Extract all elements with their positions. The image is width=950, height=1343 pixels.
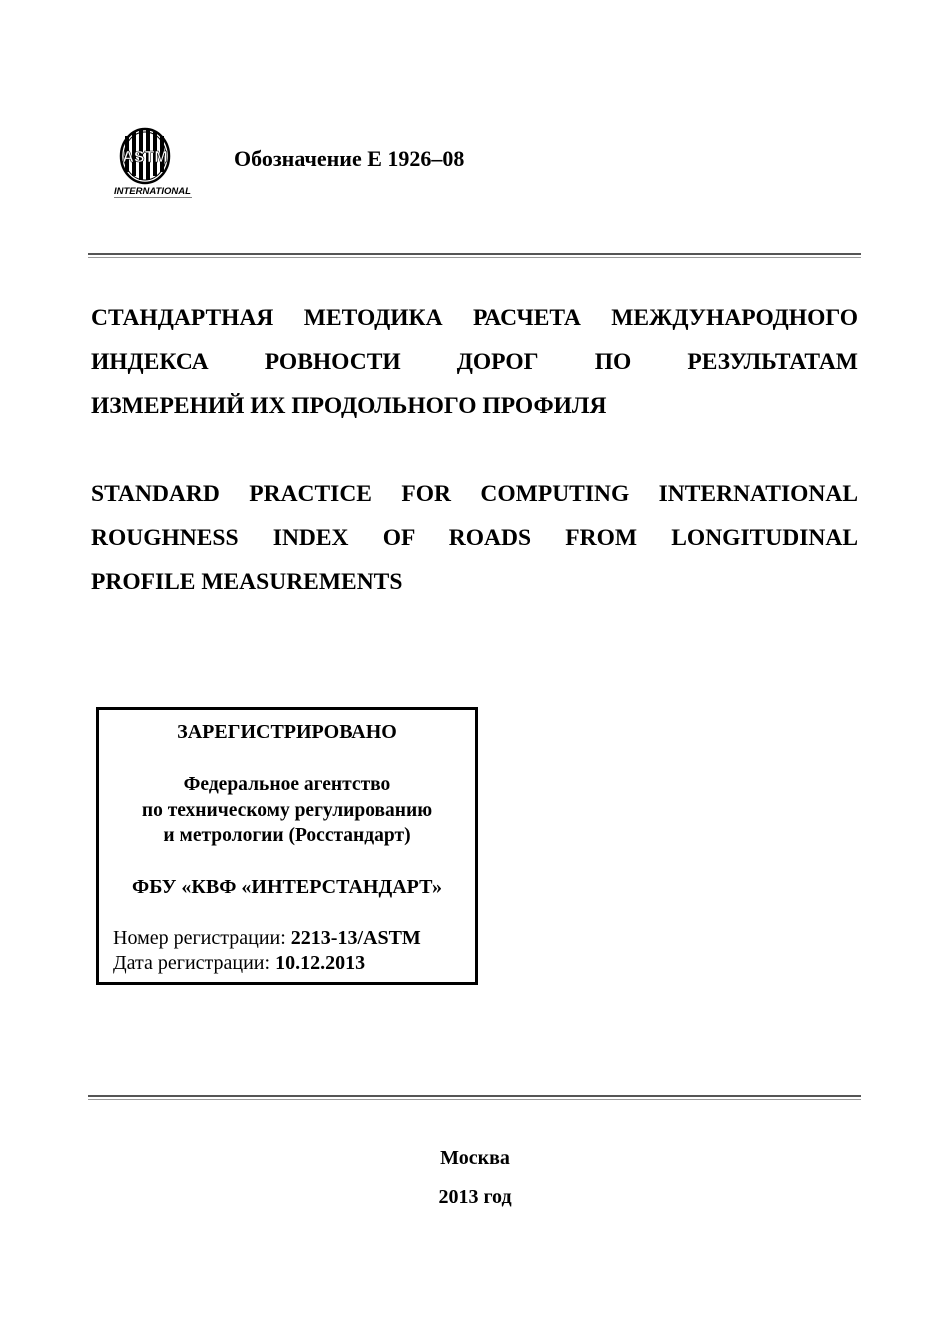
city: Москва — [440, 1147, 510, 1169]
registration-date-line — [113, 951, 421, 976]
title-ru-line-1: СТАНДАРТНАЯ МЕТОДИКА РАСЧЕТА МЕЖДУНАРОДНОГО — [91, 305, 858, 331]
title-ru-line-3: ИЗМЕРЕНИЙ ИХ ПРОДОЛЬНОГО ПРОФИЛЯ — [91, 393, 607, 419]
astm-logo — [112, 126, 198, 200]
registration-number-value: 2213-13/ASTM — [290, 927, 421, 949]
top-divider — [88, 253, 861, 259]
registration-box — [96, 707, 478, 985]
registration-number-line — [113, 926, 421, 951]
title-en-line-1: STANDARD PRACTICE FOR COMPUTING INTERNATIONAL — [91, 481, 858, 507]
year: 2013 год — [438, 1186, 512, 1208]
astm-mark: ASTM — [122, 149, 168, 166]
registration-details — [113, 926, 421, 976]
title-russian — [91, 296, 858, 428]
agency-line-3: и метрологии (Росстандарт) — [163, 825, 411, 846]
title-english — [91, 472, 858, 604]
title-ru-line-2: ИНДЕКСА РОВНОСТИ ДОРОГ ПО РЕЗУЛЬТАТАМ — [91, 349, 858, 375]
designation: Обозначение Е 1926–08 — [234, 146, 465, 171]
logo-international-text: INTERNATIONAL — [114, 186, 191, 197]
registration-organization: ФБУ «КВФ «ИНТЕРСТАНДАРТ» — [132, 876, 442, 898]
agency-line-2: по техническому регулированию — [141, 799, 433, 821]
title-en-line-3: PROFILE MEASUREMENTS — [91, 569, 403, 595]
title-en-line-2: ROUGHNESS INDEX OF ROADS FROM LONGITUDINAL — [91, 525, 858, 551]
astm-international-logo-icon — [112, 126, 198, 200]
registration-heading: ЗАРЕГИСТРИРОВАНО — [177, 721, 397, 743]
registration-date-value: 10.12.2013 — [275, 952, 366, 974]
registration-agency — [99, 772, 475, 849]
registration-date-label: Дата регистрации: — [113, 952, 276, 974]
agency-line-1: Федеральное агентство — [183, 774, 391, 795]
bottom-divider — [88, 1095, 861, 1101]
registration-number-label: Номер регистрации: — [113, 927, 291, 949]
